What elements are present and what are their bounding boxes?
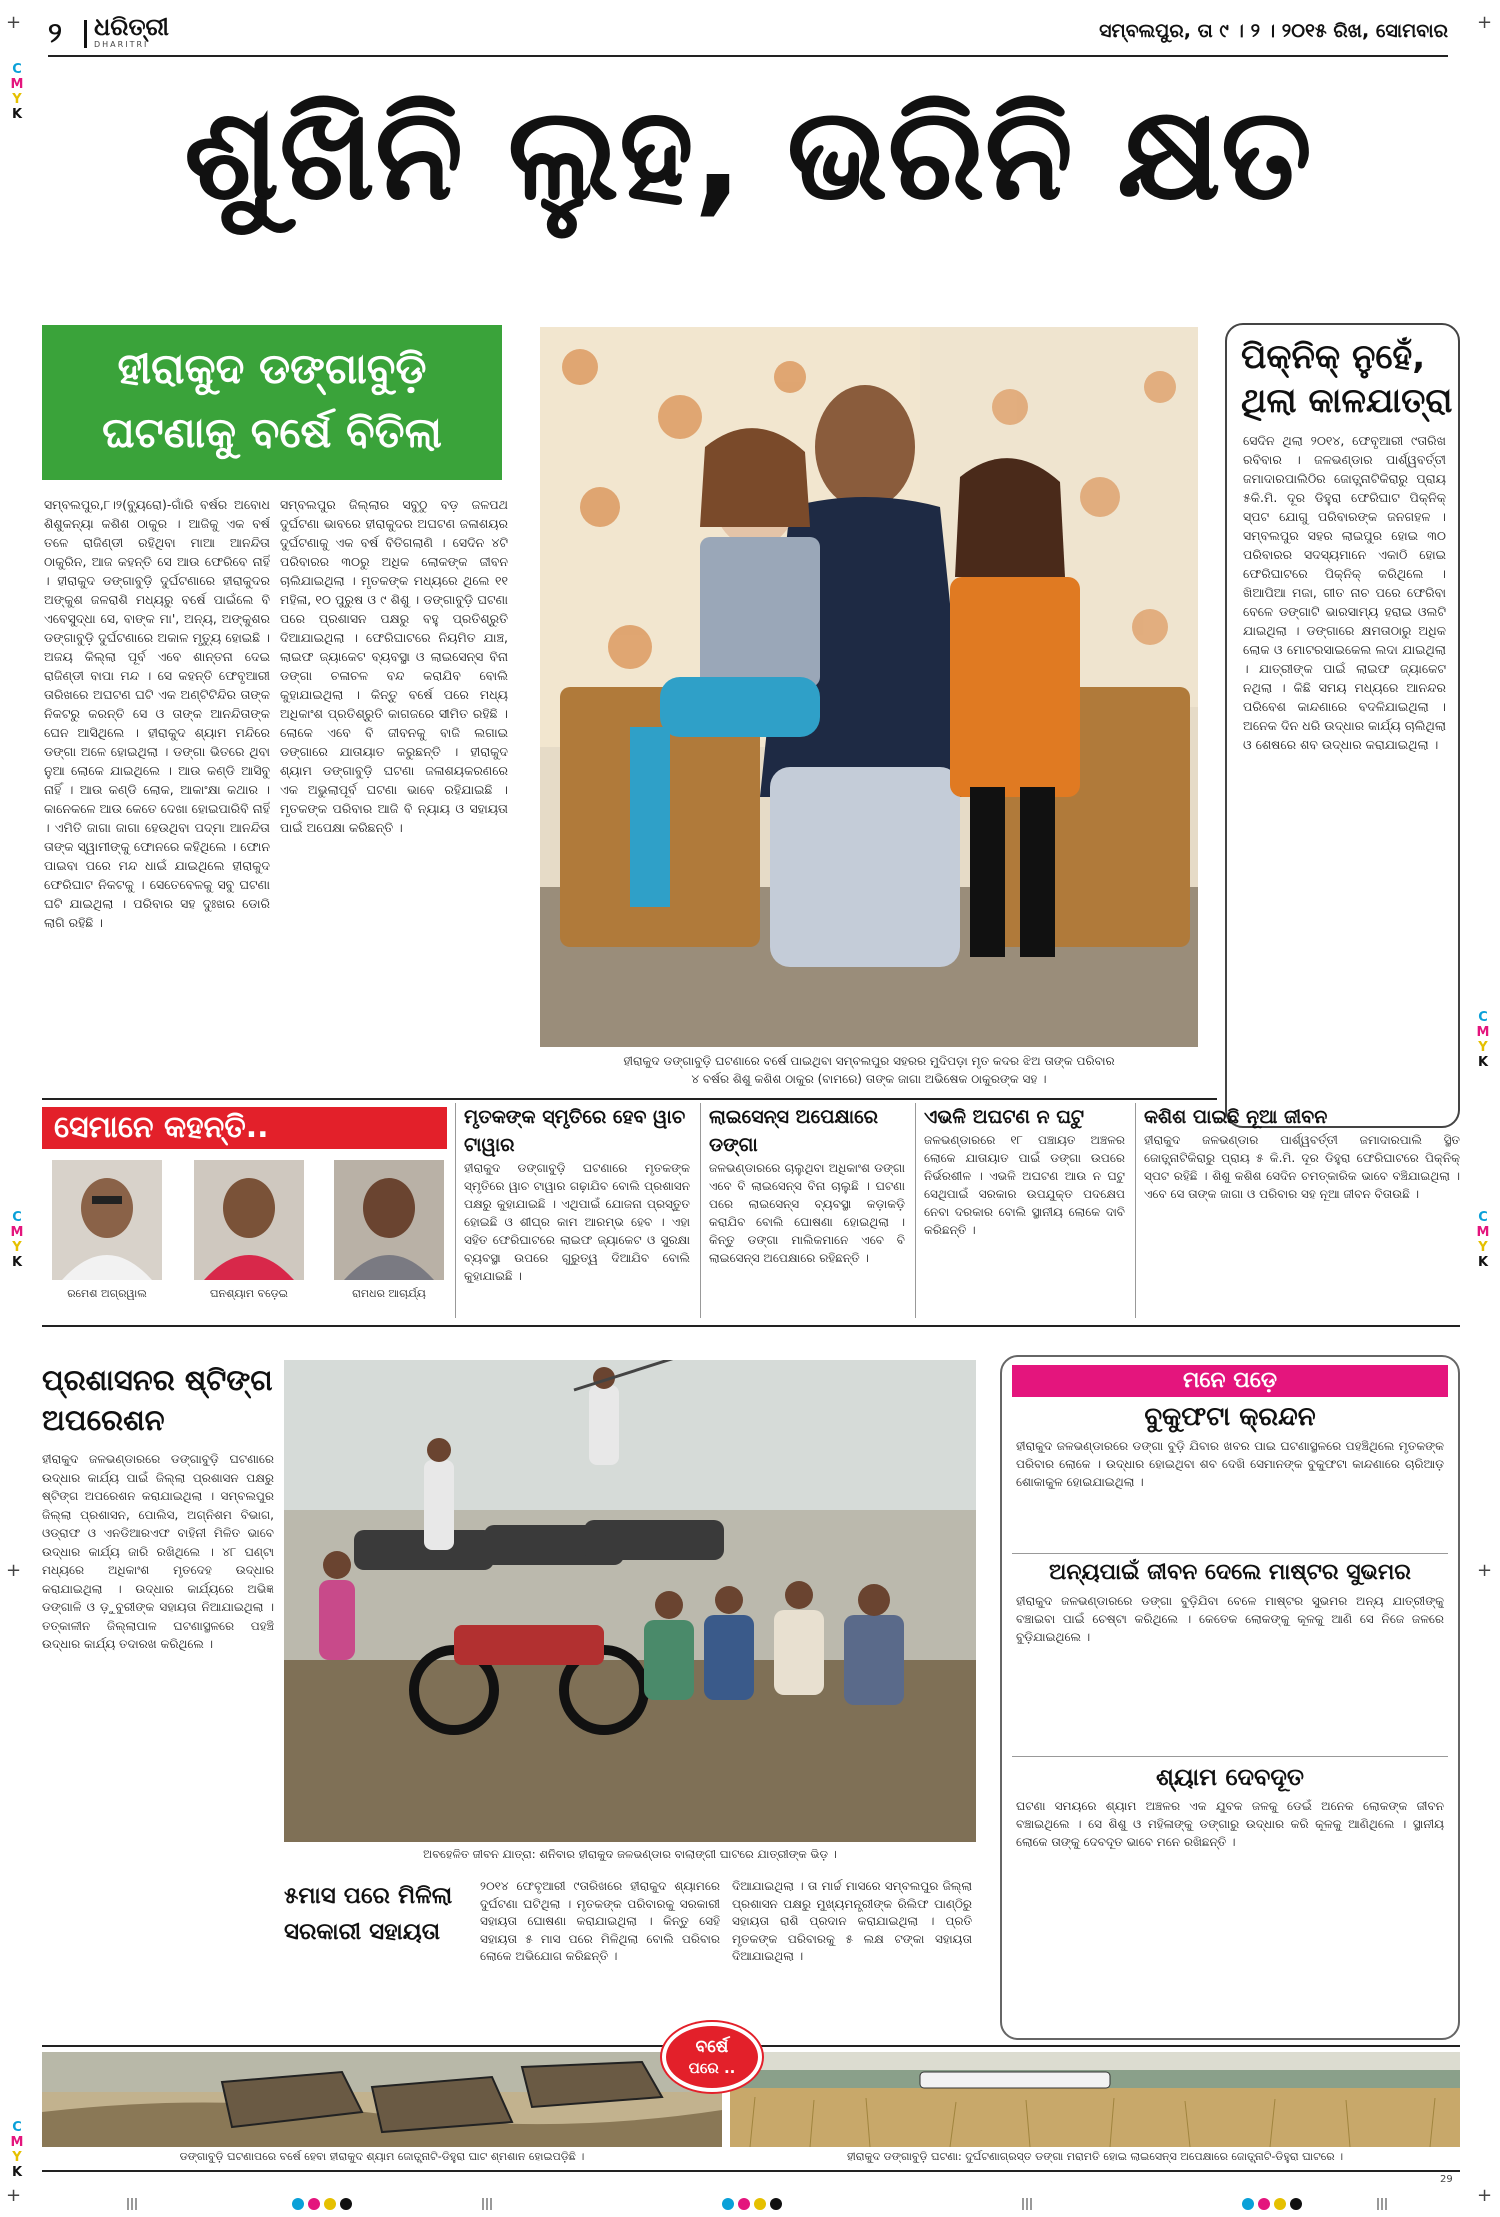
ferry-boat-illustration [284, 1360, 976, 1842]
registration-bar [1020, 2195, 1036, 2214]
dateline: ସମ୍ବଲପୁର, ତା ୯ । ୨ । ୨୦୧୫ ରିଖ, ସୋମବାର [1099, 20, 1448, 42]
person-name: ରାମଧର ଆଚାର୍ଯ୍ୟ [352, 1287, 426, 1300]
badge-line-1: ବର୍ଷେ [695, 2037, 729, 2057]
bottom-left-caption: ଡଙ୍ଗାବୁଡ଼ି ଘଟଣାପରେ ବର୍ଷେ ହେବା ହୀରାକୁଦ ଶ୍ୟାମ ଜୋତ୍ସ୍ନାଟି-ଡିହୁରା ଘାଟ ଶ୍ମଶାନ ହୋଇପଡ଼ିଛି । [179, 2150, 585, 2163]
footer-page-number: 29 [1440, 2174, 1453, 2185]
main-headline: ଶୁଖିନି ଲୁହ, ଭରିନି କ୍ଷତ [183, 80, 1313, 229]
cmyk-strip-right-top: C M Y K [1476, 1010, 1490, 1070]
avatar [334, 1160, 444, 1280]
badge-line-2: ପରେ .. [688, 2059, 736, 2077]
footer-rule [42, 2170, 1460, 2172]
crop-mark-bottom-left: + [6, 2185, 22, 2206]
operation-title-line-2: ଅପରେଶନ [42, 1403, 165, 1437]
section-rule-middle-top [42, 1098, 1217, 1100]
they-say-portraits [42, 1160, 447, 1310]
operation-story [42, 1360, 274, 1800]
subheadline-line-2: ଘଟଣାକୁ ବର୍ଷେ ବିତିଲା [102, 408, 442, 457]
logo-subtext: DHARITRI [94, 40, 149, 49]
story-title: କଶିଶ ପାଇଛି ନୂଆ ଜୀବନ [1144, 1106, 1328, 1128]
picnic-sidebar-box [1225, 323, 1460, 1128]
year-later-badge [662, 2022, 762, 2092]
grassland-lake-illustration [730, 2052, 1460, 2147]
story-license [700, 1103, 905, 1318]
main-photo-caption-line-1: ହୀରାକୁଦ ଡଙ୍ଗାବୁଡ଼ି ଘଟଣାରେ ବର୍ଷେ ପାଇଥିବା ସମ୍ବଲପୁର ସହରର ମୁଦିପଡ଼ା ମୃତ କଦର ଝିଅ ତାଙ୍କ ପରିବାର [623, 1054, 1115, 1068]
boat-photo [284, 1360, 976, 1842]
story-new-life [1135, 1103, 1460, 1318]
assistance-body-column-2: ଦିଆଯାଇଥିଲା । ତା ମାର୍ଚ୍ଚ ମାସରେ ସମ୍ବଲପୁର ଜିଲ୍ଲା ପ୍ରଶାସନ ପକ୍ଷରୁ ମୁଖ୍ୟମନ୍ତ୍ରୀଙ୍କ ରିଲିଫ ପାଣ୍ଠିରୁ ସହାୟତା ରାଶି ପ୍ରଦାନ କରାଯାଇଥିଲା । ପ୍ରତି ମୃତକଙ୍କ ପରିବାରକୁ ୫ ଲକ୍ଷ ଟଙ୍କା ସହାୟତା ଦିଆଯାଇଥିଲା । [732, 1879, 972, 1963]
story-watch-tower [455, 1103, 690, 1318]
operation-title-line-1: ପ୍ରଶାସନର ଷ୍ଟିଙ୍ଗ [42, 1363, 273, 1397]
picnic-title-line-2: ଥିଲା କାଳଯାତ୍ରା [1241, 381, 1453, 421]
person-name: ଘନଶ୍ୟାମ ବଡ଼େଇ [210, 1287, 288, 1300]
assistance-title-line-1: ୫ମାସ ପରେ ମିଳିଲା [284, 1883, 453, 1909]
picnic-title-line-1: ପିକ୍‌ନିକ୍ ନୁହେଁ, [1241, 337, 1426, 377]
family-photo-illustration [540, 327, 1198, 1047]
main-photo-caption [540, 1052, 1198, 1088]
story-body: ହୀରାକୁଦ ଜଳଭଣ୍ଡାର ପାର୍ଶ୍ୱବର୍ତ୍ତୀ ଜମାଦାରପାଲି ସ୍ଥିତ ଜୋତ୍ସ୍ନାଟିକିରାରୁ ପ୍ରାୟ ୫ କି.ମି. ଦୂର ଡିହୁରା ଫେରିଘାଟରେ ପିକ୍‌ନିକ୍ ସ୍ପଟ ରହିଛି । ଶିଶୁ କଶିଶ ସେଦିନ ଚମତ୍କାରିକ ଭାବେ ବଞ୍ଚିଯାଇଥିଲା । ଏବେ ସେ ତାଙ୍କ ଜାଗା ଓ ପରିବାର ସହ ନୂଆ ଜୀବନ ବିତାଉଛି । [1144, 1133, 1460, 1201]
bottom-photo-grass-lake [730, 2052, 1460, 2147]
remember-body-3: ଘଟଣା ସମୟରେ ଶ୍ୟାମ ଅଞ୍ଚଳର ଏକ ଯୁବକ ଜଳକୁ ଡେଇଁ ଅନେକ ଲୋକଙ୍କ ଜୀବନ ବଞ୍ଚାଇଥିଲେ । ସେ ଶିଶୁ ଓ ମହିଳାଙ୍କୁ ଡଙ୍ଗାରୁ ଉଦ୍ଧାର କରି କୂଳକୁ ଆଣିଥିଲେ । ସ୍ଥାନୀୟ ଲୋକେ ତାଙ୍କୁ ଦେବଦୂତ ଭାବେ ମନେ ରଖିଛନ୍ତି । [1016, 1799, 1444, 1849]
registration-bar [125, 2195, 141, 2214]
crop-mark-top-right: + [1477, 12, 1493, 33]
remember-title-1: ବୁକୁଫଟା କ୍ରନ୍ଦନ [1144, 1402, 1316, 1432]
crop-mark-bottom-right: + [1477, 2185, 1493, 2206]
section-rule-middle-bottom [42, 1325, 1460, 1327]
remember-body-2: ହୀରାକୁଦ ଜଳଭଣ୍ଡାରରେ ଡଙ୍ଗା ବୁଡ଼ିଯିବା ବେଳେ ମାଷ୍ଟର ସୁଭମର ଅନ୍ୟ ଯାତ୍ରୀଙ୍କୁ ବଞ୍ଚାଇବା ପାଇଁ ଚେଷ୍ଟା କରିଥିଲେ । କେତେକ ଲୋକଙ୍କୁ କୂଳକୁ ଆଣି ସେ ନିଜେ ଜଳରେ ବୁଡ଼ିଯାଇଥିଲେ । [1016, 1594, 1444, 1644]
avatar [52, 1160, 162, 1280]
operation-body: ହୀରାକୁଦ ଜଳଭଣ୍ଡାରରେ ଡଙ୍ଗାବୁଡ଼ି ଘଟଣାରେ ଉଦ୍ଧାର କାର୍ଯ୍ୟ ପାଇଁ ଜିଲ୍ଲା ପ୍ରଶାସନ ପକ୍ଷରୁ ଷ୍ଟିଙ୍ଗ ଅପରେଶନ କରାଯାଇଥିଲା । ସମ୍ବଲପୁର ଜିଲ୍ଲା ପ୍ରଶାସନ, ପୋଲିସ, ଅଗ୍ନିଶମ ବିଭାଗ, ଓଡ୍ରାଫ ଓ ଏନଡିଆରଏଫ ବାହିନୀ ମିଳିତ ଭାବେ ଉଦ୍ଧାର କାର୍ଯ୍ୟ ଜାରି ରଖିଥିଲେ । ୪୮ ଘଣ୍ଟା ମଧ୍ୟରେ ଅଧିକାଂଶ ମୃତଦେହ ଉଦ୍ଧାର କରାଯାଇଥିଲା । ଉଦ୍ଧାର କାର୍ଯ୍ୟରେ ଅଭିଜ୍ଞ ଡଙ୍ଗାଳି ଓ ଡ଼ୁବୁରୀଙ୍କ ସହାୟତା ନିଆଯାଇଥିଲା । ତତ୍କାଳୀନ ଜିଲ୍ଲାପାଳ ଘଟଣାସ୍ଥଳରେ ପହଞ୍ଚି ଉଦ୍ଧାର କାର୍ଯ୍ୟ ତଦାରଖ କରିଥିଲେ । [42, 1452, 274, 1651]
registration-bar [1375, 2195, 1391, 2214]
they-say-banner: ସେମାନେ କହନ୍ତି.. [42, 1107, 447, 1149]
avatar [194, 1160, 304, 1280]
main-photo [540, 327, 1198, 1047]
cmyk-strip-left-top: C M Y K [10, 62, 24, 122]
picnic-body: ସେଦିନ ଥିଲା ୨୦୧୪, ଫେବୃଆରୀ ୯ତାରିଖ ରବିବାର । ଜଳଭଣ୍ଡାର ପାର୍ଶ୍ୱବର୍ତ୍ତୀ ଜମାଦାରପାଲିଠିର ଜୋତ୍ସ୍ନାଟିକିରାରୁ ପ୍ରାୟ ୫କି.ମି. ଦୂର ଡିହୁରା ଫେରିଘାଟ ପିକ୍‌ନିକ୍ ସ୍ପଟ ଯୋଗୁ ପରିବାରଙ୍କ ଜନଗହଳ । ସମ୍ବଲପୁର ସହର ଲାଇପୁର ହୋଇ ୩୦ ପରିବାରର ସଦସ୍ୟମାନେ ଏକାଠି ହୋଇ ଫେରିଘାଟରେ ପିକ୍‌ନିକ୍ କରିଥିଲେ । ଖିଆପିଆ ମଜା, ଗୀତ ନାଚ ପରେ ଫେରିବା ବେଳେ ଡଙ୍ଗାଟି ଭାରସାମ୍ୟ ହରାଇ ଓଲଟି ଯାଇଥିଲା । ଡଙ୍ଗାରେ କ୍ଷମତାଠାରୁ ଅଧିକ ଲୋକ ଓ ମୋଟରସାଇକେଲ ଲଦା ଯାଇଥିଲା । ଯାତ୍ରୀଙ୍କ ପାଇଁ ଲାଇଫ ଜ୍ୟାକେଟ ନଥିଲା । କିଛି ସମୟ ମଧ୍ୟରେ ଆନନ୍ଦର ପରିବେଶ କାନ୍ଦଣାରେ ବଦଳିଯାଇଥିଲା । ଅନେକ ଦିନ ଧରି ଉଦ୍ଧାର କାର୍ଯ୍ୟ ଚାଲିଥିଲା ଓ ଶେଷରେ ଶବ ଉଦ୍ଧାର କରାଯାଇଥିଲା । [1243, 433, 1446, 752]
bottom-photo-boats [42, 2052, 722, 2147]
cmyk-strip-right-mid: C M Y K [1476, 1210, 1490, 1270]
remember-banner: ମନେ ପଡ଼େ [1012, 1365, 1448, 1397]
assistance-title-box [284, 1878, 474, 1950]
cmyk-strip-left-bottom: C M Y K [10, 2120, 24, 2180]
crop-mark-top-left: + [6, 12, 22, 33]
story-no-accident [915, 1103, 1125, 1318]
remember-sidebar-box [1000, 1355, 1460, 2040]
page-number: ୨ [48, 16, 62, 49]
remember-title-2: ଅନ୍ୟପାଇଁ ଜୀବନ ଦେଲେ ମାଷ୍ଟର ସୁଭମର [1012, 1553, 1448, 1592]
bottom-right-caption: ହୀରାକୁଦ ଡଙ୍ଗାବୁଡ଼ି ଘଟଣା: ଦୁର୍ଘଟଣାଗ୍ରସ୍ତ ଡଙ୍ଗା ମରାମତି ହୋଇ ଲାଇସେନ୍ସ ଅପେକ୍ଷାରେ ଜୋତ୍ସ୍ନାଟି-ଡିହୁରା ଘାଟରେ । [846, 2150, 1344, 2163]
person-name: ରମେଶ ଅଗ୍ରୱାଲ [67, 1287, 147, 1300]
story-body: ହୀରାକୁଦ ଡଙ୍ଗାବୁଡ଼ି ଘଟଣାରେ ମୃତକଙ୍କ ସ୍ମୃତିରେ ୱାଚ ଟାୱାର ଗଢ଼ାଯିବ ବୋଲି ପ୍ରଶାସନ ପକ୍ଷରୁ କୁହାଯାଇଛି । ଏଥିପାଇଁ ଯୋଜନା ପ୍ରସ୍ତୁତ ହୋଇଛି ଓ ଶୀଘ୍ର କାମ ଆରମ୍ଭ ହେବ । ଏହା ସହିତ ଫେରିଘାଟରେ ଲାଇଫ ଜ୍ୟାକେଟ ଓ ସୁରକ୍ଷା ବ୍ୟବସ୍ଥା ଉପରେ ଗୁରୁତ୍ୱ ଦିଆଯିବ ବୋଲି କୁହାଯାଇଛି । [464, 1161, 690, 1283]
story-body: ଜଳଭଣ୍ଡାରରେ ଚାଲୁଥିବା ଅଧିକାଂଶ ଡଙ୍ଗା ଏବେ ବି ଲାଇସେନ୍ସ ବିନା ଚାଲୁଛି । ଘଟଣା ପରେ ଲାଇସେନ୍ସ ବ୍ୟବସ୍ଥା କଡ଼ାକଡ଼ି କରାଯିବ ବୋଲି ଘୋଷଣା ହୋଇଥିଲା । କିନ୍ତୁ ଡଙ୍ଗା ମାଲିକମାନେ ଏବେ ବି ଲାଇସେନ୍ସ ଅପେକ୍ଷାରେ ରହିଛନ୍ତି । [709, 1161, 905, 1265]
subheadline-banner [42, 325, 502, 480]
assistance-body-column-1: ୨୦୧୪ ଫେବୃଆରୀ ୯ତାରିଖରେ ହୀରାକୁଦ ଶ୍ୟାମରେ ଦୁର୍ଘଟଣା ଘଟିଥିଲା । ମୃତକଙ୍କ ପରିବାରକୁ ସରକାରୀ ସହାୟତା ଘୋଷଣା କରାଯାଇଥିଲା । କିନ୍ତୁ ସେହି ସହାୟତା ୫ ମାସ ପରେ ମିଳିଥିଲା ବୋଲି ପରିବାର ଲୋକେ ଅଭିଯୋଗ କରିଛନ୍ତି । [480, 1879, 720, 1963]
main-story-column-1: ସମ୍ବଲପୁର,୮।୨(ବ୍ୟୁରୋ)-ଗାଁରି ବର୍ଷର ଅବୋଧ ଶିଶୁକନ୍ୟା କଶିଶ ଠାକୁର । ଆଜିକୁ ଏକ ବର୍ଷ ତଳେ ରାଜିଣ୍ଡୀ ରହିଥିବା ମାଆ ଆନନ୍ଦିତା ଠାକୁରିନ, ଆଜ କହନ୍ତି ସେ ଆଉ ଫେରିବେ ନାହିଁ । ହୀରାକୁଦ ଡଙ୍ଗାବୁଡ଼ି ଦୁର୍ଘଟଣାରେ ହୀରାକୁଦର ଅଙ୍କୁଶ ଜଳରାଶି ମଧ୍ୟରୁ ବର୍ଷେ ପାଇଁଲେ ବି ଏବେସୁଦ୍ଧା ସେ, ବାଙ୍କ ମା', ଅନ୍ୟ, ଅଙ୍କୁଶର ଡଙ୍ଗାବୁଡ଼ି ଦୁର୍ଘଟଣାରେ ଅକାଳ ମୃତ୍ୟୁ ହୋଇଛି । ଅଜୟ କିଲ୍ଲା ପୂର୍ବ ଏବେ ଶାନ୍ତନା ଦେଇ ରାଜିଣ୍ଡୀ ବାପା ମନ୍ଦ । ସେ କହନ୍ତି ଫେବୃଆରୀ ତାରିଖରେ ଅଘଟଣ ଘଟି ଏକ ଅଣ୍ଟିଟିନ୍ଦିର ତାଙ୍କ ନିକଟରୁ କରନ୍ତି ସେ ଓ ତାଙ୍କ ଆନନ୍ଦିତାଙ୍କ ଘେନ ଆସିଥିଲେ । ହୀରାକୁଦ ଶ୍ୟାମ ମନ୍ଦିରେ ଡଙ୍ଗା ଅଳେ ହୋଇଥିଲା । ଡଙ୍ଗା ଭିତରେ ଥିବା ନୁଆ ଲୋକେ ଯାଇଥିଲେ । ଆଉ କଣ୍ଡି ଆସିବୁ ନାହିଁ । ଆଉ କଣ୍ଡି ଲୋକ, ଆକାଂକ୍ଷା କଥାର । କାନେକଳେ ଆଉ କେତେ ଦେଖା ହୋଇପାରିବି ନାହିଁ । ଏମିତି ଜାଗା ଜାଗା ହେଉଥିବା ପଦ୍ମା ଆନନ୍ଦିତା ତାଙ୍କ ସ୍ୱାମୀଙ୍କୁ ଫୋନରେ କହିଥିଲେ । ଫୋନ ପାଇବା ପରେ ମନ୍ଦ ଧାଇଁ ଯାଇଥିଲେ ହୀରାକୁଦ ଫେରିଘାଟ ନିକଟକୁ । ସେତେବେଳକୁ ସବୁ ଘଟଣା ଘଟି ଯାଇଥିଲା । ପରିବାର ସହ ଦୁଃଖର ଡୋରି ଲାଗି ରହିଛି । [44, 497, 270, 930]
assistance-title-line-2: ସରକାରୀ ସହାୟତା [284, 1919, 441, 1945]
registration-bar [480, 2195, 496, 2214]
remember-title-3: ଶ୍ୟାମ ଦେବଦୂତ [1012, 1756, 1448, 1797]
crop-mark-mid-right: + [1477, 1560, 1493, 1581]
story-body: ଜଳଭଣ୍ଡାରରେ ୧୮ ପଞ୍ଚାୟତ ଅଞ୍ଚଳର ଲୋକେ ଯାତାୟାତ ପାଇଁ ଡଙ୍ଗା ଉପରେ ନିର୍ଭରଶୀଳ । ଏଭଳି ଅଘଟଣ ଆଉ ନ ଘଟୁ ସେଥିପାଇଁ ସରକାର ଉପଯୁକ୍ତ ପଦକ୍ଷେପ ନେବା ଦରକାର ବୋଲି ସ୍ଥାନୀୟ ଲୋକେ ଦାବି କରିଛନ୍ତି । [924, 1133, 1125, 1237]
header-rule [48, 55, 1448, 57]
subheadline-line-1: ହୀରାକୁଦ ଡଙ୍ଗାବୁଡ଼ି [117, 344, 427, 393]
registration-dots [1240, 2195, 1304, 2214]
remember-body-1: ହୀରାକୁଦ ଜଳଭଣ୍ଡାରରେ ଡଙ୍ଗା ବୁଡ଼ି ଯିବାର ଖବର ପାଇ ଘଟଣାସ୍ଥଳରେ ପହଞ୍ଚିଥିଲେ ମୃତକଙ୍କ ପରିବାର ଲୋକେ । ଉଦ୍ଧାର ହୋଇଥିବା ଶବ ଦେଖି ସେମାନଙ୍କ ବୁକୁଫଟା କାନ୍ଦଣାରେ ଚାରିଆଡ଼ ଶୋକାକୁଳ ହୋଇଯାଇଥିଲା । [1016, 1439, 1444, 1489]
header-divider [84, 20, 87, 48]
main-story-column-2: ସମ୍ବଲପୁର ଜିଲ୍ଲାର ସବୁଠୁ ବଡ଼ ଜଳପଥ ଦୁର୍ଘଟଣା ଭାବରେ ହୀରାକୁଦର ଅଘଟଣ ଜଳାଶୟର ଦୁର୍ଘଟଣାକୁ ଏକ ବର୍ଷ ବିତିଗଲାଣି । ସେଦିନ ୪ଟି ପରିବାରର ୩୦ରୁ ଅଧିକ ଲୋକଙ୍କ ଜୀବନ ଚାଲିଯାଇଥିଲା । ମୃତକଙ୍କ ମଧ୍ୟରେ ଥିଲେ ୧୧ ମହିଳା, ୧୦ ପୁରୁଷ ଓ ୯ ଶିଶୁ । ଡଙ୍ଗାବୁଡ଼ି ଘଟଣା ପରେ ପ୍ରଶାସନ ପକ୍ଷରୁ ବହୁ ପ୍ରତିଶ୍ରୁତି ଦିଆଯାଇଥିଲା । ଫେରିଘାଟରେ ନିୟମିତ ଯାଞ୍ଚ, ଲାଇଫ ଜ୍ୟାକେଟ ବ୍ୟବସ୍ଥା ଓ ଲାଇସେନ୍ସ ବିନା ଡଙ୍ଗା ଚଳାଚଳ ବନ୍ଦ କରାଯିବ ବୋଲି କୁହାଯାଇଥିଲା । କିନ୍ତୁ ବର୍ଷେ ପରେ ମଧ୍ୟ ଅଧିକାଂଶ ପ୍ରତିଶ୍ରୁତି କାଗଜରେ ସୀମିତ ରହିଛି । ଲୋକେ ଏବେ ବି ଜୀବନକୁ ବାଜି ଲଗାଇ ଡଙ୍ଗାରେ ଯାତାୟାତ କରୁଛନ୍ତି । ହୀରାକୁଦ ଶ୍ୟାମ ଡଙ୍ଗାବୁଡ଼ି ଘଟଣା ଜଳାଶୟକରଣରେ ଏକ ଅଭୁଲାପୂର୍ବ ଘଟଣା ଭାବେ ରହିଯାଇଛି । ମୃତକଙ୍କ ପରିବାର ଆଜି ବି ନ୍ୟାୟ ଓ ସହାୟତା ପାଇଁ ଅପେକ୍ଷା କରିଛନ୍ତି । [280, 497, 508, 835]
story-title: ଏଭଳି ଅଘଟଣ ନ ଘଟୁ [924, 1106, 1085, 1128]
registration-dots [290, 2195, 354, 2214]
page-header [48, 14, 1448, 54]
boat-photo-caption: ଅବହେଳିତ ଜୀବନ ଯାତ୍ରା: ଶନିବାର ହୀରାକୁଦ ଜଳଭଣ୍ଡାର ବାଲାଙ୍ଗୀ ଘାଟରେ ଯାତ୍ରୀଙ୍କ ଭିଡ଼ । [423, 1847, 837, 1861]
main-photo-caption-line-2: ୪ ବର୍ଷର ଶିଶୁ କଶିଶ ଠାକୁର (ବାମରେ) ତାଙ୍କ ଜାଗା ଅଭିଷେକ ଠାକୁରଙ୍କ ସହ । [691, 1072, 1047, 1086]
story-title: ମୃତକଙ୍କ ସ୍ମୃତିରେ ହେବ ୱାଚ ଟାୱାର [464, 1106, 686, 1156]
registration-dots [720, 2195, 784, 2214]
crop-mark-mid-left: + [6, 1560, 22, 1581]
masthead-logo [94, 14, 169, 49]
cmyk-strip-left-mid: C M Y K [10, 1210, 24, 1270]
story-title: ଲାଇସେନ୍ସ ଅପେକ୍ଷାରେ ଡଙ୍ଗା [709, 1106, 879, 1156]
moored-boats-illustration [42, 2052, 722, 2147]
logo-text: ଧରିତ୍ରୀ [94, 12, 169, 41]
